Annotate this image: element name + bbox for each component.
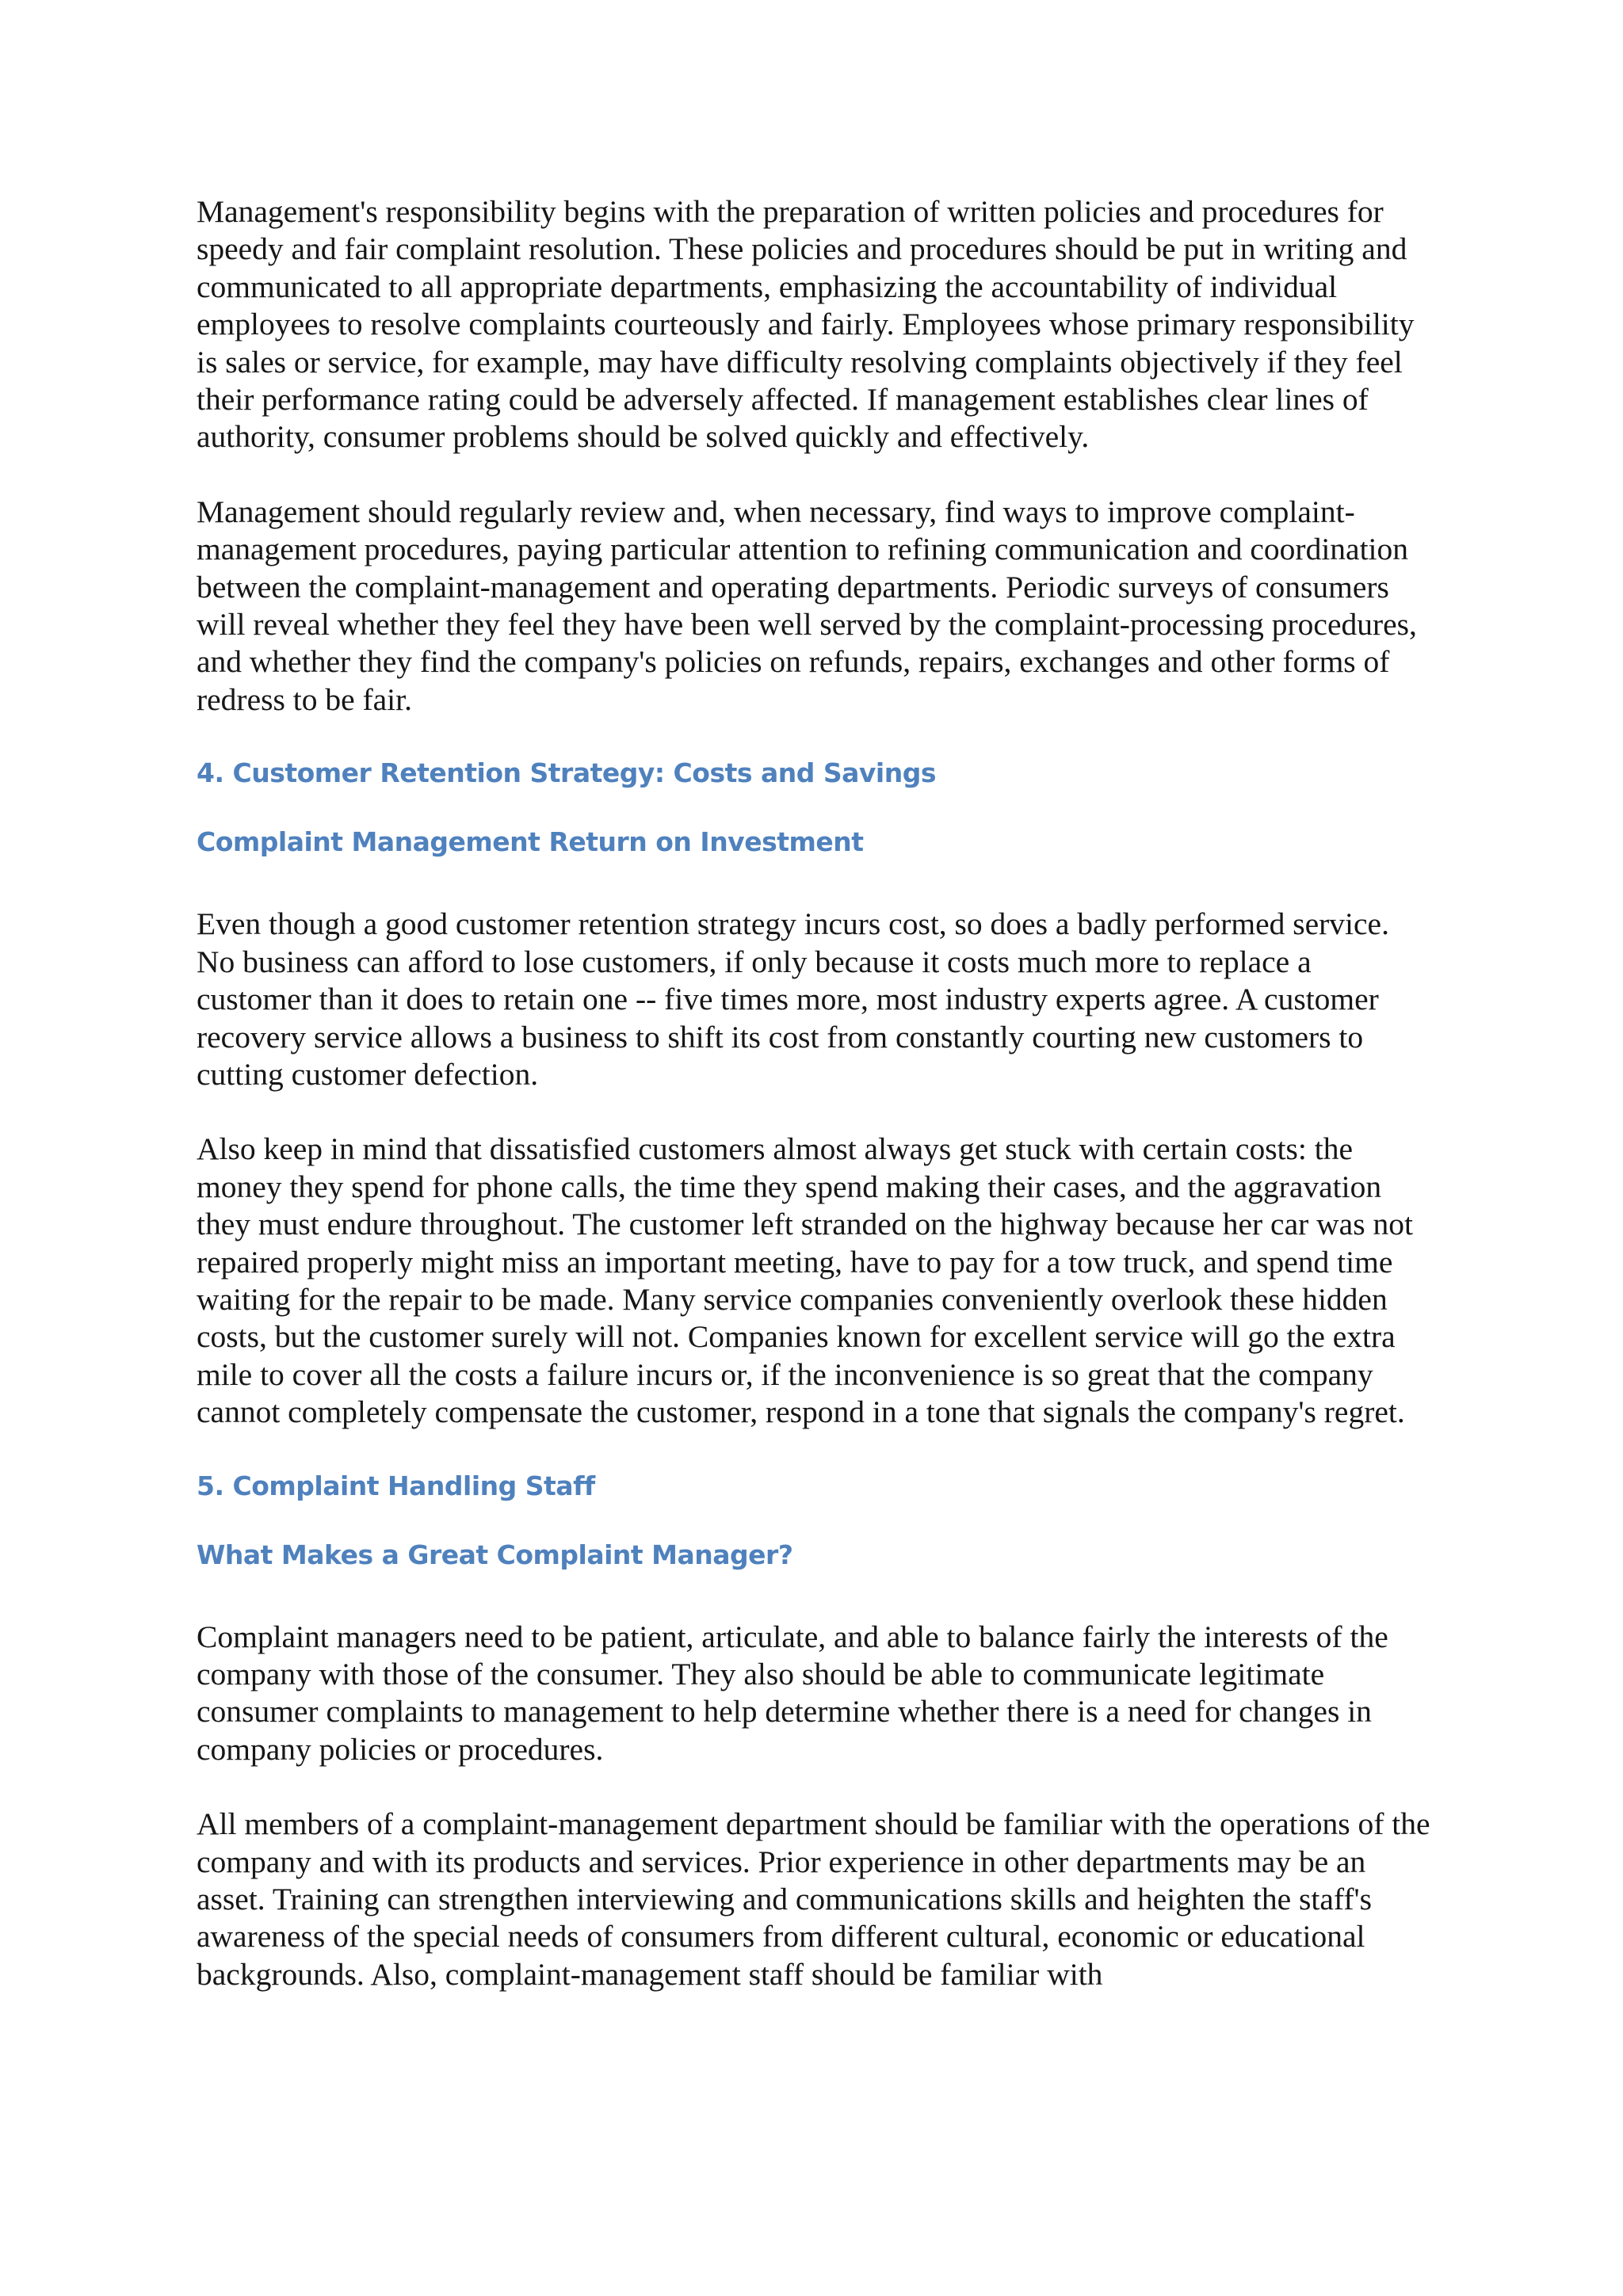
- subheading-great-complaint-manager: What Makes a Great Complaint Manager?: [197, 1539, 793, 1570]
- section-heading-complaint-handling-staff: 5. Complaint Handling Staff: [197, 1470, 595, 1501]
- subheading-complaint-management-roi: Complaint Management Return on Investment: [197, 826, 864, 858]
- document-body: [197, 193, 1433, 2031]
- paragraph-department-members: All members of a complaint-management department should be familiar with the operations of the company and with its products and services. Prior experience in other departments may be an asset. Training can strengthen interviewing and communications skills and heighten the staff's awareness of the special needs of consumers from different cultural, economic or educational backgrounds. Also, complaint-management staff should be familiar with: [197, 1806, 1430, 1992]
- paragraph-dissatisfied-customer-costs: Also keep in mind that dissatisfied customers almost always get stuck with certain costs: the money they spend for phone calls, the time they spend making their cases, and the aggravation they must endure throughout. The customer left stranded on the highway because her car was not repaired properly might miss an important meeting, have to pay for a tow truck, and spend time waiting for the repair to be made. Many service companies conveniently overlook these hidden costs, but the customer surely will not. Companies known for excellent service will go the extra mile to cover all the costs a failure incurs or, if the inconvenience is so great that the company cannot completely compensate the customer, respond in a tone that signals the company's regret.: [197, 1131, 1413, 1430]
- paragraph-complaint-manager-qualities: Complaint managers need to be patient, articulate, and able to balance fairly the interests of the company with those of the consumer. They also should be able to communicate legitimate consumer complaints to management to help determine whether there is a need for changes in company policies or procedures.: [197, 1619, 1388, 1767]
- paragraph-management-review: Management should regularly review and, when necessary, find ways to improve complaint-management procedures, paying particular attention to refining communication and coordination between the complaint-management and operating departments. Periodic surveys of consumers will reveal whether they feel they have been well served by the complaint-processing procedures, and whether they find the company's policies on refunds, repairs, exchanges and other forms of redress to be fair.: [197, 494, 1417, 717]
- paragraph-management-responsibility: Management's responsibility begins with the preparation of written policies and procedures for speedy and fair complaint resolution. These policies and procedures should be put in writing and communicated to all appropriate departments, emphasizing the accountability of individual employees to resolve complaints courteously and fairly. Employees whose primary responsibility is sales or service, for example, may have difficulty resolving complaints objectively if they feel their performance rating could be adversely affected. If management establishes clear lines of authority, consumer problems should be solved quickly and effectively.: [197, 194, 1415, 455]
- paragraph-retention-cost: Even though a good customer retention strategy incurs cost, so does a badly performed service. No business can afford to lose customers, if only because it costs much more to replace a customer than it does to retain one -- five times more, most industry experts agree. A customer recovery service allows a business to shift its cost from constantly courting new customers to cutting customer defection.: [197, 906, 1389, 1092]
- section-heading-customer-retention: 4. Customer Retention Strategy: Costs and Savings: [197, 757, 936, 789]
